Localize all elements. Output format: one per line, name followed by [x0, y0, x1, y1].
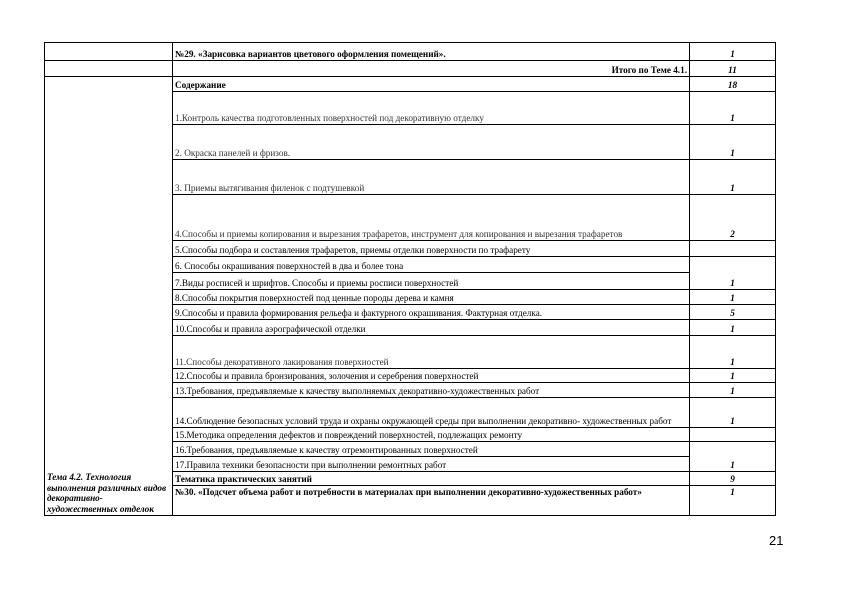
item-3-hours: 1	[690, 160, 776, 195]
item-2-hours: 1	[690, 125, 776, 160]
empty-hours-cell	[690, 241, 776, 257]
topic-title: Тема 4.2. Технология выполнения различных видов декоративно-художественных отделок	[45, 77, 173, 516]
item-14: 14.Соблюдение безопасных условий труда и охраны окружающей среды при выполнении декоративно- художественных работ	[173, 398, 690, 428]
item-4: 4.Способы и приемы копирования и вырезания трафаретов, инструмент для копирования и вырезания трафаретов	[173, 195, 690, 241]
item-9-hours: 5	[690, 305, 776, 320]
item-6: 6. Способы окрашивания поверхностей в два и более тона	[173, 257, 690, 273]
row-30-hours: 1	[690, 486, 776, 516]
item-16: 16.Требования, предъявляемые к качеству отремонтированных поверхностей	[173, 442, 690, 457]
item-7: 7.Виды росписей и шрифтов. Способы и приемы росписи поверхностей	[173, 273, 690, 290]
content-heading: Содержание	[173, 77, 690, 92]
item-9: 9.Способы и правила формирования рельефа и фактурного окрашивания. Фактурная отделка.	[173, 305, 690, 320]
item-13: 13.Требования, предъявляемые к качеству выполняемых декоративно-художественных работ	[173, 383, 690, 398]
total-text: Итого по Теме 4.1.	[173, 61, 690, 77]
row-29-text: №29. «Зарисовка вариантов цветового оформления помещений».	[173, 43, 690, 61]
item-1-hours: 1	[690, 92, 776, 125]
item-11-hours: 1	[690, 336, 776, 369]
item-8: 8.Способы покрытия поверхностей под ценные породы дерева и камня	[173, 290, 690, 305]
item-12-hours: 1	[690, 369, 776, 383]
item-10: 10.Способы и правила аэрографической отделки	[173, 320, 690, 336]
practice-hours: 9	[690, 472, 776, 486]
empty-hours-cell	[690, 428, 776, 442]
item-6-7-hours: 1	[690, 257, 776, 290]
empty-topic-cell	[45, 61, 173, 77]
item-10-hours: 1	[690, 320, 776, 336]
total-hours: 11	[690, 61, 776, 77]
page-number: 21	[769, 533, 784, 548]
item-12: 12.Способы и правила бронзирования, золочения и серебрения поверхностей	[173, 369, 690, 383]
item-13-hours: 1	[690, 383, 776, 398]
practice-heading: Тематика практических занятий	[173, 472, 690, 486]
item-14-hours: 1	[690, 398, 776, 428]
row-29-hours: 1	[690, 43, 776, 61]
item-11: 11.Способы декоративного лакирования поверхностей	[173, 336, 690, 369]
item-4-hours: 2	[690, 195, 776, 241]
item-15: 15.Методика определения дефектов и повреждений поверхностей, подлежащих ремонту	[173, 428, 690, 442]
item-3: 3. Приемы вытягивания филенок с подтушевкой	[173, 160, 690, 195]
item-5: 5.Способы подбора и составления трафаретов, приемы отделки поверхности по трафарету	[173, 241, 690, 257]
item-16-17-hours: 1	[690, 442, 776, 472]
curriculum-table	[44, 42, 776, 516]
item-17: 17.Правила техники безопасности при выполнении ремонтных работ	[173, 457, 690, 472]
row-30-text: №30. «Подсчет объема работ и потребности в материалах при выполнении декоративно-художественных работ»	[173, 486, 690, 516]
empty-topic-cell	[45, 43, 173, 61]
item-8-hours: 1	[690, 290, 776, 305]
item-1: 1.Контроль качества подготовленных поверхностей под декоративную отделку	[173, 92, 690, 125]
content-hours: 18	[690, 77, 776, 92]
item-2: 2. Окраска панелей и фризов.	[173, 125, 690, 160]
